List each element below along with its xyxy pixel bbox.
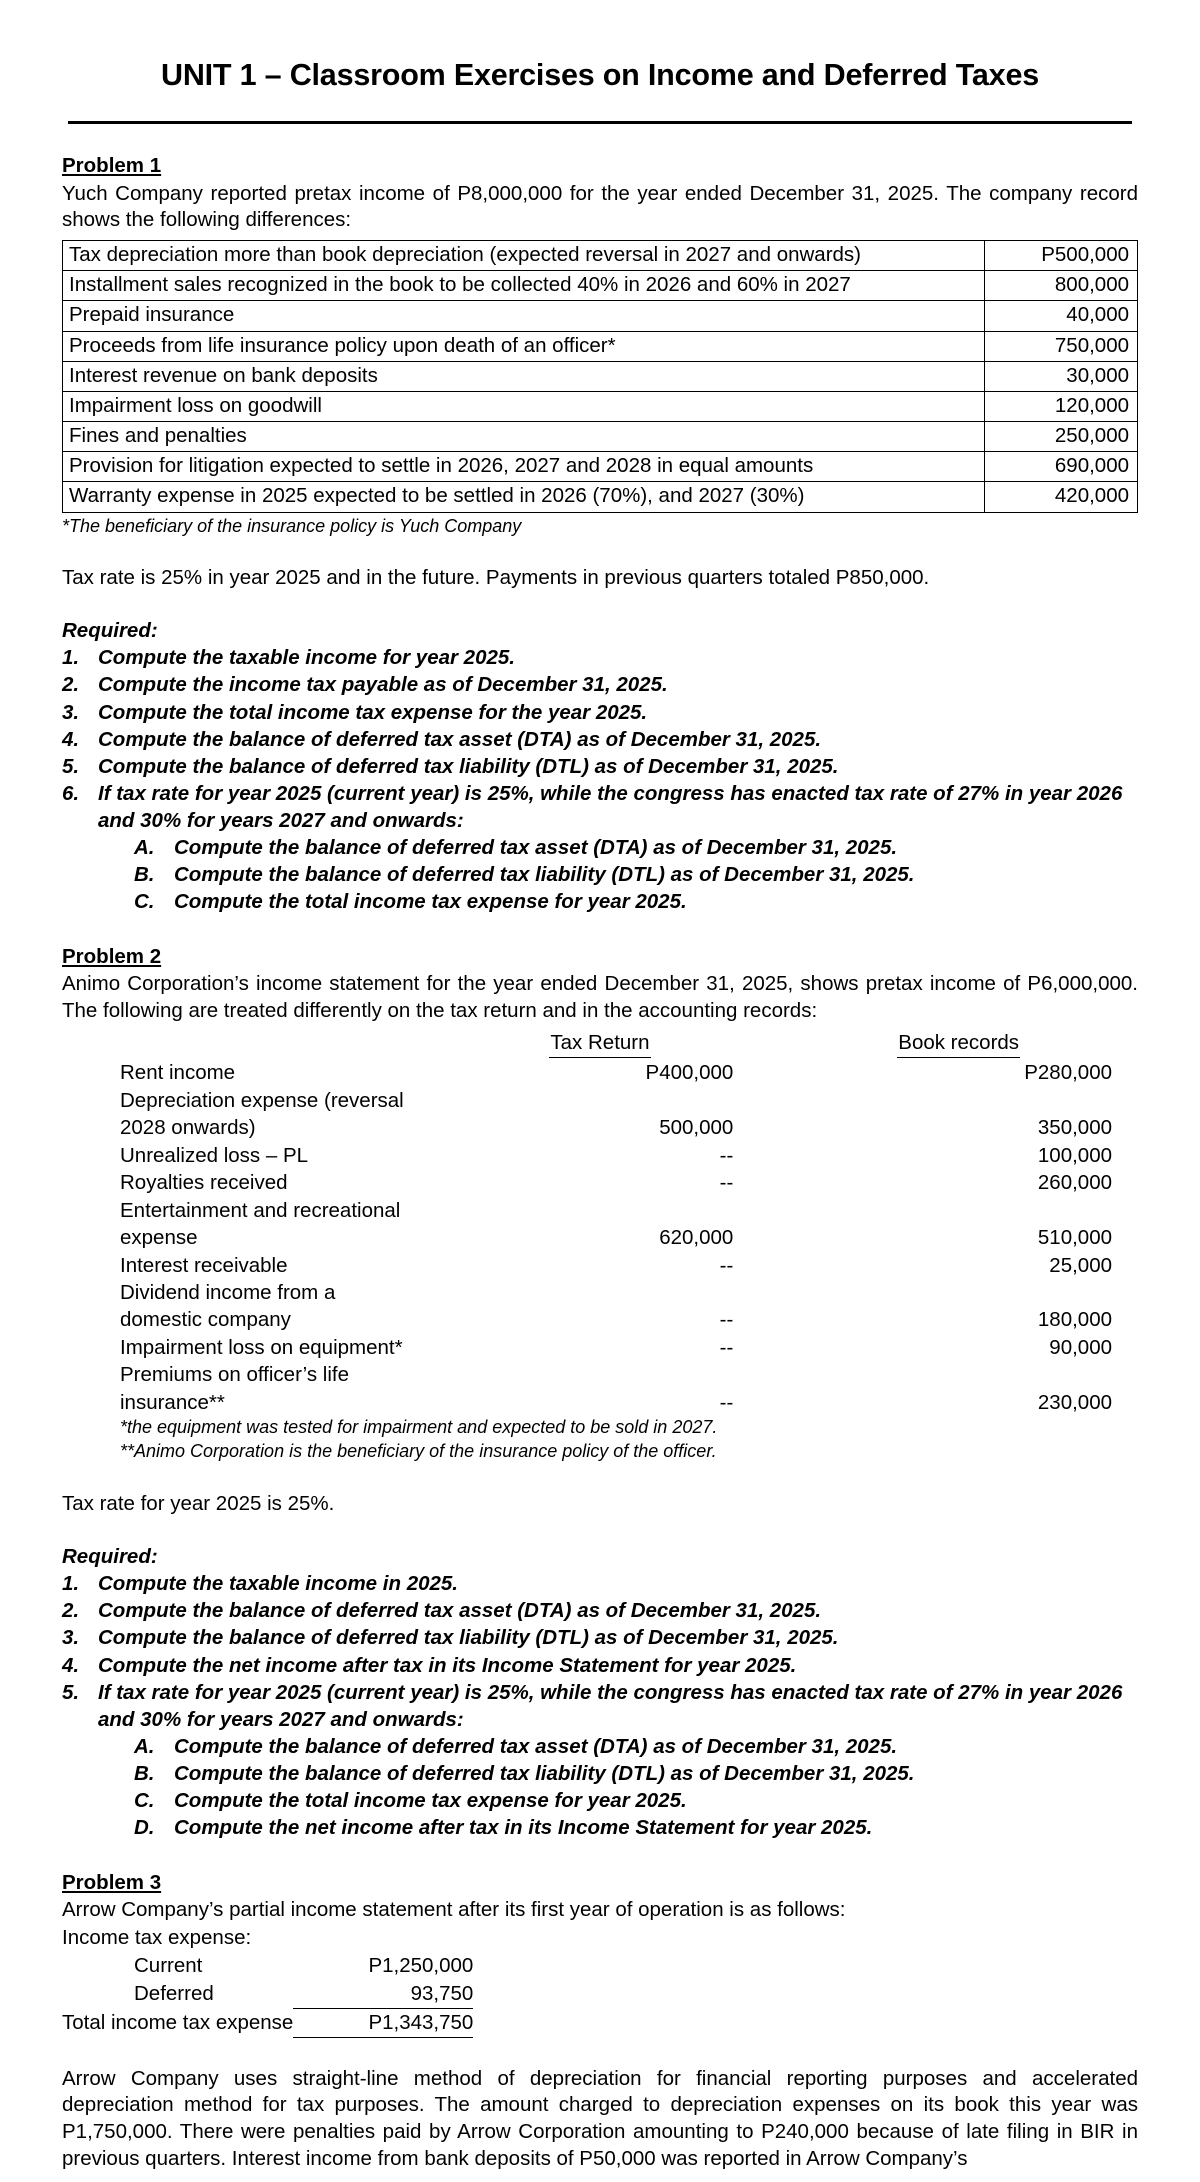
table-row — [62, 2008, 473, 2037]
list-item — [62, 1570, 1138, 1597]
problem-2-footnote-1: *the equipment was tested for impairment and expected to be sold in 2027. — [120, 1417, 718, 1438]
list-item — [62, 699, 1138, 726]
list-text: If tax rate for year 2025 (current year) is 25%, while the congress has enacted tax rate of 27% in year 2026 and 30% for years 2027 and onwards: — [98, 1680, 1123, 1731]
problem-2-section — [62, 945, 1138, 1841]
row-label: Deferred — [134, 1982, 214, 2006]
list-item — [134, 1814, 1138, 1841]
row-book-records: P280,000 — [1024, 1061, 1112, 1085]
table-row — [63, 361, 1138, 391]
row-tax-return: -- — [719, 1171, 734, 1195]
table-row — [62, 1334, 1138, 1361]
row-amount: 120,000 — [985, 391, 1138, 421]
problem-2-required-list — [62, 1570, 1138, 1732]
list-number: 1. — [62, 646, 80, 670]
problem-2-sub-required-list — [62, 1733, 1138, 1841]
row-amount: 250,000 — [985, 422, 1138, 452]
row-book-records: 180,000 — [1037, 1308, 1112, 1332]
list-item — [62, 1679, 1138, 1733]
row-amount: 420,000 — [985, 482, 1138, 512]
row-label: Dividend income from a domestic company — [120, 1280, 336, 1332]
table-row — [62, 1361, 1138, 1416]
row-amount: 40,000 — [985, 301, 1138, 331]
list-item — [62, 1652, 1138, 1679]
problem-3-table-body — [62, 1924, 473, 2037]
problem-2-required-label: Required: — [62, 1544, 158, 1568]
problem-1-heading: Problem 1 — [62, 154, 162, 178]
row-amount: 690,000 — [985, 452, 1138, 482]
list-item — [62, 780, 1138, 834]
row-amount: P1,250,000 — [368, 1953, 474, 1977]
list-number: B. — [134, 862, 155, 886]
row-tax-return: 620,000 — [659, 1226, 734, 1250]
row-description: Interest revenue on bank deposits — [63, 361, 985, 391]
list-number: 4. — [62, 1653, 80, 1677]
problem-2-footnote-2: **Animo Corporation is the beneficiary of the insurance policy of the officer. — [120, 1440, 717, 1461]
problem-1-intro: Yuch Company reported pretax income of P8,000,000 for the year ended December 31, 2025. The company record shows the following differences: — [62, 181, 1138, 232]
problem-1-differences-table — [62, 240, 1138, 513]
problem-1-tax-rate-note: Tax rate is 25% in year 2025 and in the future. Payments in previous quarters totaled P850,000. — [62, 566, 930, 590]
problem-1-required-list — [62, 644, 1138, 833]
problem-2-heading: Problem 2 — [62, 944, 162, 968]
list-number: 6. — [62, 781, 80, 805]
table-row — [62, 1980, 473, 2008]
table-row — [63, 331, 1138, 361]
row-description: Warranty expense in 2025 expected to be settled in 2026 (70%), and 2027 (30%) — [63, 482, 985, 512]
table-row — [63, 452, 1138, 482]
spacer — [62, 2038, 1138, 2064]
list-text: Compute the balance of deferred tax liability (DTL) as of December 31, 2025. — [174, 862, 915, 886]
problem-1-required-label: Required: — [62, 618, 158, 642]
list-item — [62, 753, 1138, 780]
row-book-records: 100,000 — [1037, 1143, 1112, 1167]
row-amount: 750,000 — [985, 331, 1138, 361]
column-header-book-records-label: Book records — [897, 1029, 1020, 1058]
column-header-tax-return-label: Tax Return — [549, 1029, 650, 1058]
problem-1-sub-required-list — [62, 834, 1138, 915]
row-book-records: 230,000 — [1037, 1390, 1112, 1414]
list-text: Compute the net income after tax in its Income Statement for year 2025. — [98, 1653, 797, 1677]
row-book-records: 260,000 — [1037, 1171, 1112, 1195]
list-item — [134, 1760, 1138, 1787]
table-row — [62, 1279, 1138, 1334]
list-number: 2. — [62, 1599, 80, 1623]
row-amount: 30,000 — [985, 361, 1138, 391]
row-book-records: 510,000 — [1037, 1226, 1112, 1250]
list-number: 4. — [62, 727, 80, 751]
row-amount: 800,000 — [985, 271, 1138, 301]
row-tax-return: -- — [719, 1390, 734, 1414]
table-row — [62, 1142, 1138, 1169]
list-number: A. — [134, 1734, 155, 1758]
list-number: B. — [134, 1761, 155, 1785]
row-tax-return: -- — [719, 1308, 734, 1332]
list-text: Compute the balance of deferred tax asset (DTA) as of December 31, 2025. — [98, 1599, 822, 1623]
list-item — [62, 1597, 1138, 1624]
row-label: Premiums on officer’s life insurance** — [120, 1363, 350, 1414]
row-label: Royalties received — [120, 1171, 288, 1195]
row-amount: P1,343,750 — [293, 2008, 473, 2037]
list-item — [62, 644, 1138, 671]
problem-2-table-head — [62, 1029, 1138, 1059]
list-number: C. — [134, 1788, 155, 1812]
row-label: Depreciation expense (reversal 2028 onwards) — [120, 1088, 404, 1140]
row-description: Tax depreciation more than book depreciation (expected reversal in 2027 and onwards) — [63, 240, 985, 270]
row-description: Provision for litigation expected to settle in 2026, 2027 and 2028 in equal amounts — [63, 452, 985, 482]
problem-1-footnote: *The beneficiary of the insurance policy is Yuch Company — [62, 515, 522, 536]
row-label: Interest receivable — [120, 1253, 288, 1277]
table-row — [62, 1169, 1138, 1196]
list-item — [62, 726, 1138, 753]
problem-3-heading: Problem 3 — [62, 1870, 162, 1894]
row-description: Proceeds from life insurance policy upon death of an officer* — [63, 331, 985, 361]
table-header-row — [62, 1029, 1138, 1059]
list-text: Compute the balance of deferred tax liability (DTL) as of December 31, 2025. — [98, 1626, 839, 1650]
list-number: 5. — [62, 1680, 80, 1704]
list-item — [134, 1733, 1138, 1760]
row-label: Total income tax expense — [62, 2011, 294, 2035]
problem-3-intro: Arrow Company’s partial income statement after its first year of operation is as follows: — [62, 1898, 846, 1922]
statement-title-amount — [293, 1924, 473, 1952]
row-amount: 93,750 — [293, 1980, 473, 2008]
row-label: Rent income — [120, 1061, 236, 1085]
page-title: UNIT 1 – Classroom Exercises on Income and Deferred Taxes — [161, 58, 1039, 92]
list-number: 1. — [62, 1572, 80, 1596]
row-label: Entertainment and recreational expense — [120, 1198, 401, 1250]
problem-2-tax-rate-note: Tax rate for year 2025 is 25%. — [62, 1492, 335, 1516]
list-item — [134, 861, 1138, 888]
table-row — [63, 301, 1138, 331]
list-item — [134, 888, 1138, 915]
row-book-records: 25,000 — [1049, 1253, 1112, 1277]
list-item — [134, 1787, 1138, 1814]
list-number: 2. — [62, 673, 80, 697]
statement-title: Income tax expense: — [62, 1926, 252, 1950]
problem-2-intro: Animo Corporation’s income statement for the year ended December 31, 2025, shows pretax income of P6,000,000. The following are treated differently on the tax return and in the accounting records: — [62, 972, 1138, 1023]
list-number: 3. — [62, 1626, 80, 1650]
row-tax-return: -- — [719, 1143, 734, 1167]
row-description: Installment sales recognized in the book to be collected 40% in 2026 and 60% in 2027 — [63, 271, 985, 301]
row-book-records: 90,000 — [1049, 1335, 1112, 1359]
table-row — [63, 271, 1138, 301]
row-label: Impairment loss on equipment* — [120, 1335, 403, 1359]
row-book-records: 350,000 — [1037, 1116, 1112, 1140]
list-number: 5. — [62, 754, 80, 778]
list-text: Compute the balance of deferred tax asset (DTA) as of December 31, 2025. — [98, 727, 822, 751]
row-amount: P500,000 — [985, 240, 1138, 270]
list-text: If tax rate for year 2025 (current year) is 25%, while the congress has enacted tax rate of 27% in year 2026 and 30% for years 2027 and onwards: — [98, 781, 1123, 832]
list-number: A. — [134, 835, 155, 859]
list-text: Compute the taxable income for year 2025. — [98, 646, 515, 670]
list-text: Compute the income tax payable as of December 31, 2025. — [98, 673, 668, 697]
row-label: Current — [134, 1953, 203, 1977]
list-text: Compute the net income after tax in its Income Statement for year 2025. — [174, 1815, 873, 1839]
table-row — [63, 240, 1138, 270]
list-item — [134, 834, 1138, 861]
list-number: C. — [134, 889, 155, 913]
row-tax-return: -- — [719, 1335, 734, 1359]
row-description: Fines and penalties — [63, 422, 985, 452]
problem-3-income-tax-expense-table — [62, 1924, 473, 2038]
problem-3-section — [62, 1871, 1138, 2172]
row-description: Impairment loss on goodwill — [63, 391, 985, 421]
column-header-blank — [62, 1029, 421, 1059]
list-number: D. — [134, 1815, 155, 1839]
table-row — [63, 391, 1138, 421]
spacer — [62, 1518, 1138, 1544]
list-text: Compute the taxable income in 2025. — [98, 1572, 458, 1596]
table-row — [62, 1197, 1138, 1252]
spacer — [62, 1463, 1138, 1489]
problem-3-body: Arrow Company uses straight-line method of depreciation for financial reporting purposes and accelerated depreciation method for tax purposes. The amount charged to depreciation expenses on its book this year was P1,750,000. There were penalties paid by Arrow Corporation amounting to P240,000 because of late filing in BIR in previous quarters. Interest income from bank deposits of P50,000 was reported in Arrow Company’s — [62, 2066, 1138, 2170]
table-row — [62, 1059, 1138, 1086]
table-row — [63, 482, 1138, 512]
table-row — [62, 1924, 473, 1952]
list-text: Compute the balance of deferred tax asset (DTA) as of December 31, 2025. — [174, 835, 898, 859]
problem-2-comparison-table — [62, 1029, 1138, 1417]
row-tax-return: P400,000 — [645, 1061, 734, 1085]
problem-2-table-body — [62, 1059, 1138, 1416]
list-item — [62, 1624, 1138, 1651]
row-label: Unrealized loss – PL — [120, 1143, 309, 1167]
problem-1-table-body — [63, 240, 1138, 512]
spacer — [62, 592, 1138, 618]
row-tax-return: 500,000 — [659, 1116, 734, 1140]
table-row — [62, 1087, 1138, 1142]
column-header-tax-return — [421, 1029, 780, 1059]
list-text: Compute the balance of deferred tax asset (DTA) as of December 31, 2025. — [174, 1734, 898, 1758]
table-row — [63, 422, 1138, 452]
spacer — [62, 537, 1138, 563]
problem-1-section — [62, 154, 1138, 915]
column-header-book-records — [779, 1029, 1138, 1059]
row-description: Prepaid insurance — [63, 301, 985, 331]
row-tax-return: -- — [719, 1253, 734, 1277]
list-text: Compute the total income tax expense for year 2025. — [174, 889, 687, 913]
list-text: Compute the total income tax expense for the year 2025. — [98, 700, 648, 724]
table-row — [62, 1252, 1138, 1279]
list-text: Compute the balance of deferred tax liability (DTL) as of December 31, 2025. — [174, 1761, 915, 1785]
list-item — [62, 671, 1138, 698]
list-text: Compute the total income tax expense for year 2025. — [174, 1788, 687, 1812]
list-number: 3. — [62, 700, 80, 724]
title-divider — [68, 121, 1132, 124]
list-text: Compute the balance of deferred tax liability (DTL) as of December 31, 2025. — [98, 754, 839, 778]
